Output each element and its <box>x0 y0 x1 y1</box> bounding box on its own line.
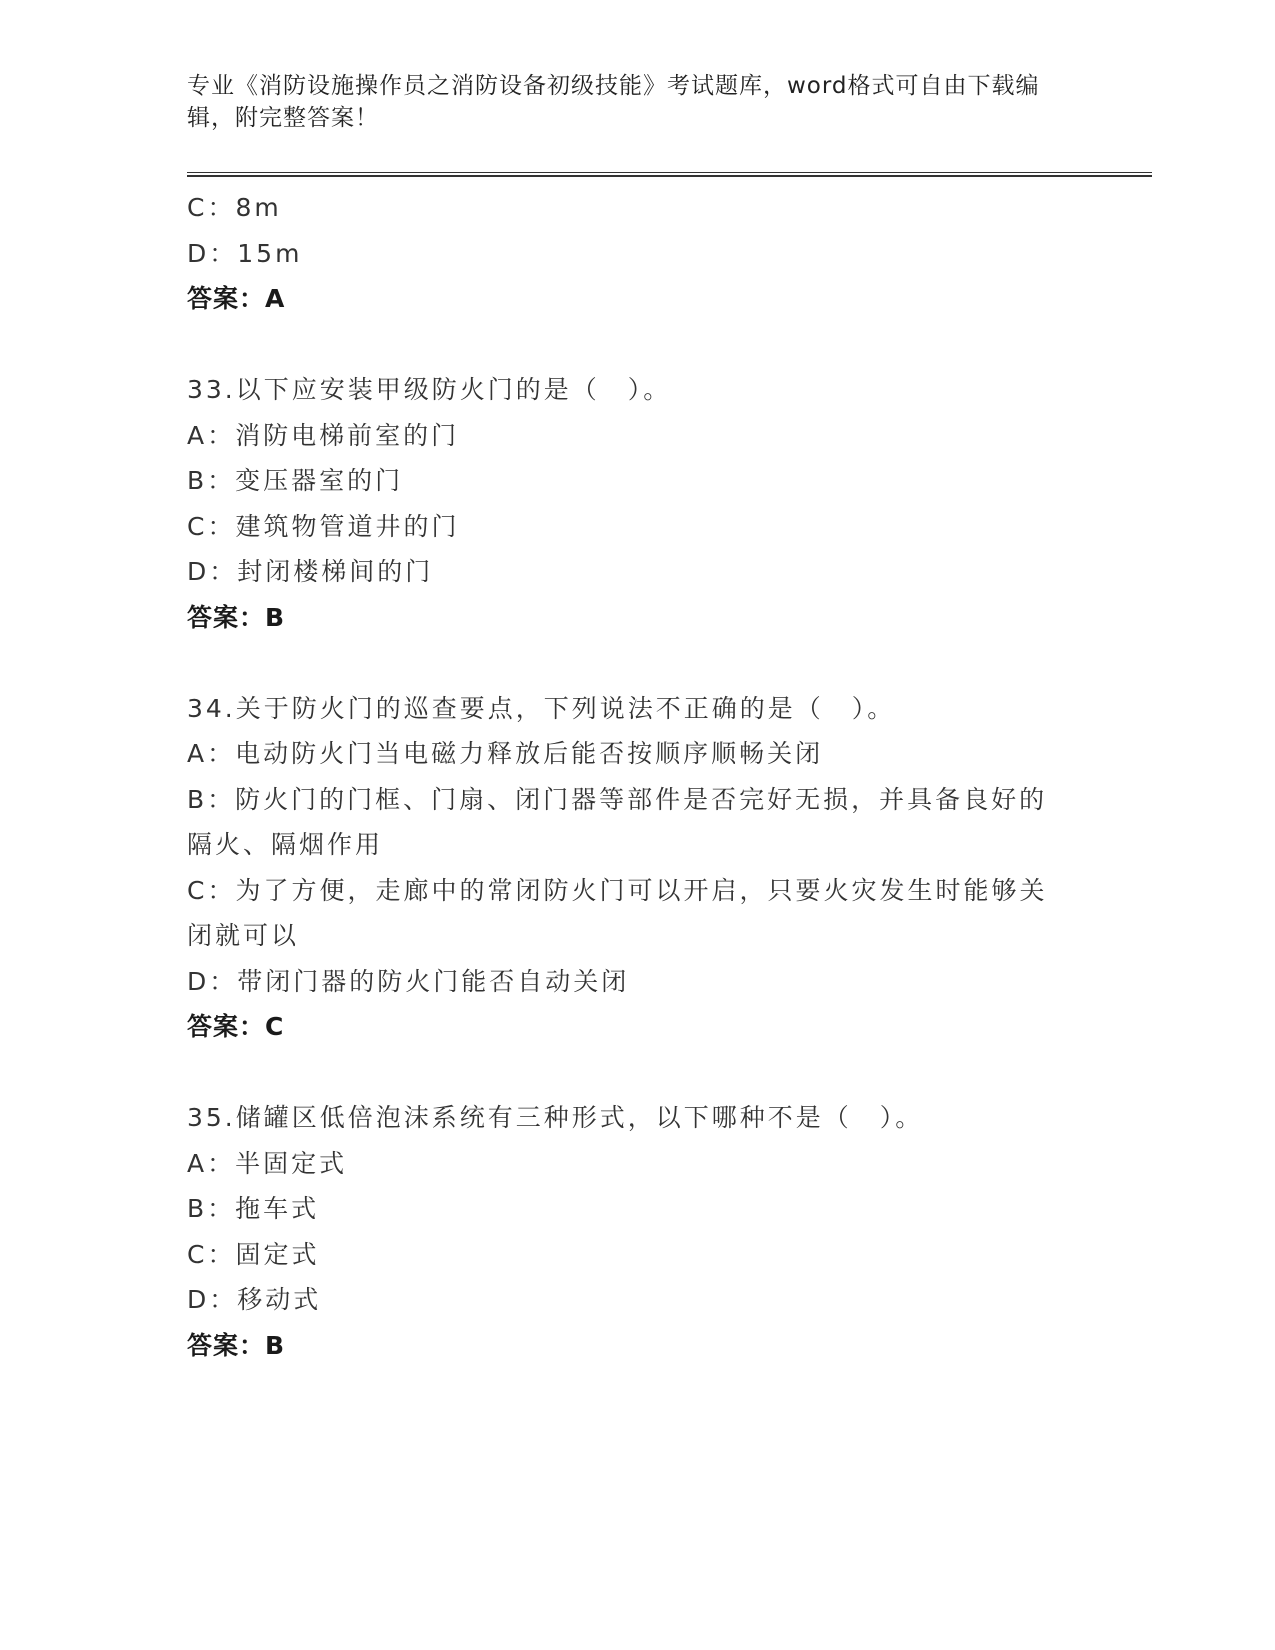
question-35 <box>187 1095 1067 1368</box>
option-text: 移动式 <box>237 1285 322 1314</box>
option-text: 8m <box>235 193 282 222</box>
option-a <box>187 413 1067 459</box>
option-label: B： <box>187 466 236 495</box>
spacer <box>187 322 1152 368</box>
option-label: A： <box>187 1148 236 1178</box>
option-a <box>187 731 1067 777</box>
answer-line: 答案：A <box>187 284 286 313</box>
document-body <box>187 185 1152 1368</box>
document-page <box>187 70 1152 1368</box>
option-text: 封闭楼梯间的门 <box>237 557 434 586</box>
question-stem: 34.关于防火门的巡查要点，下列说法不正确的是（ ）。 <box>187 693 896 723</box>
option-label: D： <box>187 557 238 586</box>
option-label: B： <box>187 1194 236 1223</box>
spacer <box>187 640 1152 686</box>
option-c <box>187 868 1067 959</box>
answer-line: 答案：B <box>187 602 286 632</box>
option-text: 固定式 <box>235 1239 320 1269</box>
option-c <box>187 1232 1067 1278</box>
question-34 <box>187 686 1067 1050</box>
answer-line: 答案：C <box>187 1012 285 1041</box>
option-d <box>187 959 1067 1005</box>
option-text: 电动防火门当电磁力释放后能否按顺序顺畅关闭 <box>235 739 824 768</box>
option-label: C： <box>187 511 236 541</box>
option-a <box>187 1141 1067 1187</box>
option-text: 为了方便，走廊中的常闭防火门可以开启，只要火灾发生时能够关闭就可以 <box>187 875 1048 950</box>
option-label: D： <box>187 238 238 268</box>
option-label: A： <box>187 739 236 768</box>
option-label: C： <box>187 193 236 222</box>
option-text: 消防电梯前室的门 <box>235 420 460 450</box>
option-label: D： <box>187 966 238 996</box>
option-text: 防火门的门框、门扇、闭门器等部件是否完好无损，并具备良好的隔火、隔烟作用 <box>187 784 1048 859</box>
option-text: 半固定式 <box>235 1148 348 1178</box>
option-text: 变压器室的门 <box>235 466 404 495</box>
option-label: A： <box>187 420 236 450</box>
option-d <box>187 549 1067 595</box>
spacer <box>187 1050 1152 1096</box>
option-text: 15m <box>237 238 303 268</box>
header-divider <box>187 172 1152 177</box>
document-header: 专业《消防设施操作员之消防设备初级技能》考试题库，word格式可自由下载编辑，附完整答案！ <box>187 73 1040 131</box>
option-text: 建筑物管道井的门 <box>235 511 460 541</box>
option-c <box>187 185 1067 231</box>
question-continuation <box>187 185 1067 322</box>
option-label: D： <box>187 1285 238 1314</box>
answer-line: 答案：B <box>187 1330 286 1360</box>
option-b <box>187 458 1067 504</box>
option-b <box>187 1186 1067 1232</box>
question-stem: 33.以下应安装甲级防火门的是（ ）。 <box>187 375 672 404</box>
option-b <box>187 777 1067 868</box>
option-label: C： <box>187 1239 236 1269</box>
question-stem: 35.储罐区低倍泡沫系统有三种形式，以下哪种不是（ ）。 <box>187 1103 924 1132</box>
option-text: 带闭门器的防火门能否自动关闭 <box>237 966 630 996</box>
option-label: C： <box>187 875 236 905</box>
option-d <box>187 231 1067 277</box>
question-33 <box>187 367 1067 640</box>
option-label: B： <box>187 784 236 814</box>
option-d <box>187 1277 1067 1323</box>
option-c <box>187 504 1067 550</box>
option-text: 拖车式 <box>235 1194 320 1223</box>
